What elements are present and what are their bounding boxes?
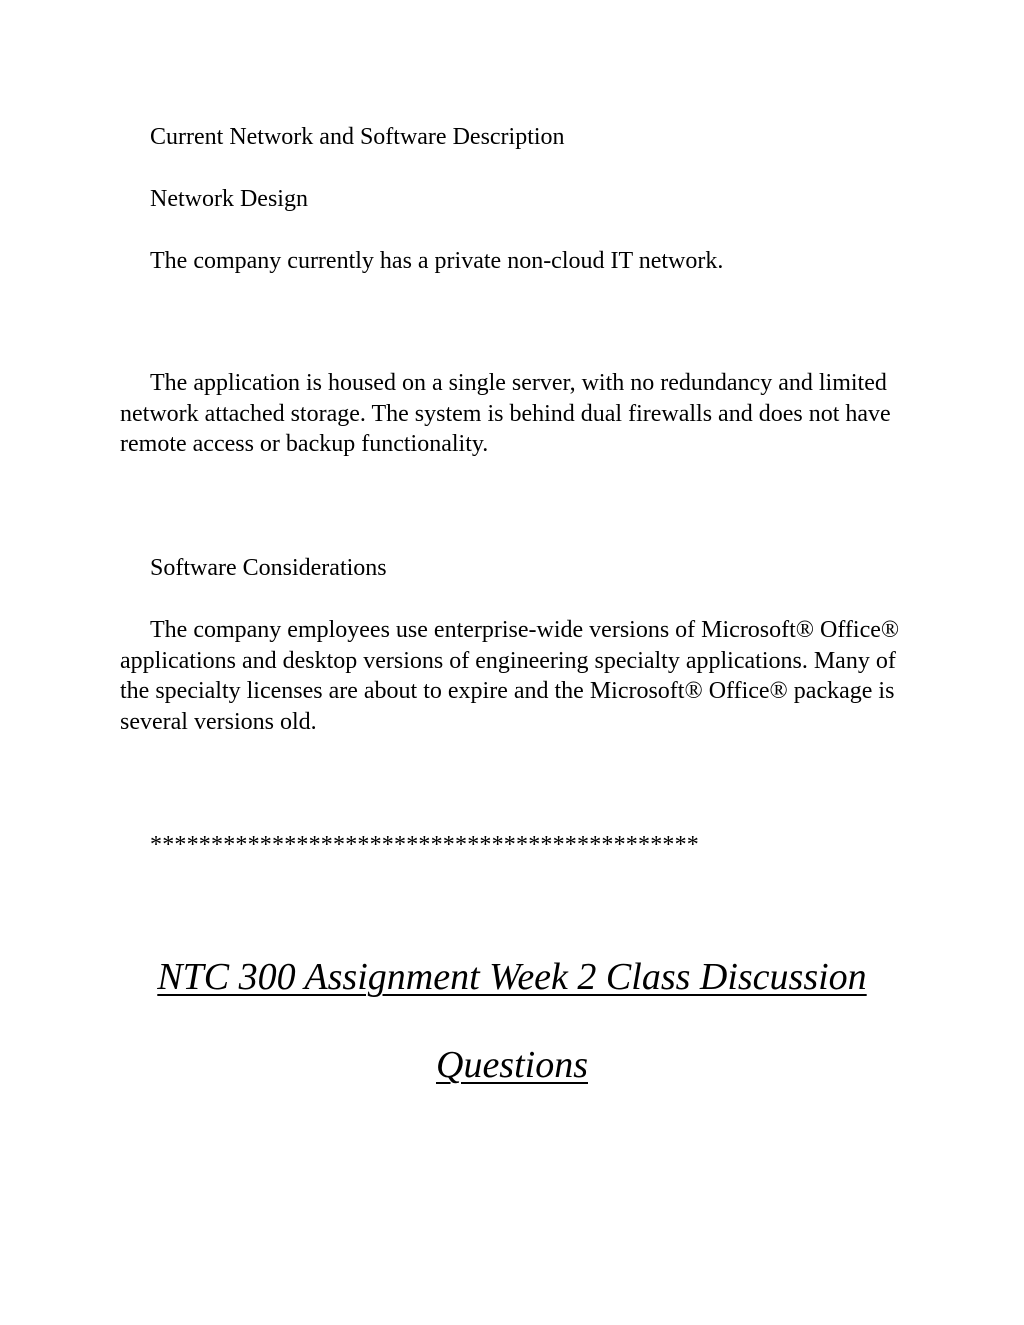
network-design-title: Network Design — [150, 186, 308, 212]
assignment-title-line-1[interactable]: NTC 300 Assignment Week 2 Class Discussion — [157, 956, 867, 998]
network-design-paragraph-1: The company currently has a private non-cloud IT network. — [150, 248, 724, 274]
software-considerations-title: Software Considerations — [150, 555, 387, 581]
network-design-paragraph-2: The application is housed on a single server, with no redundancy and limited network attached storage. The system is behind dual firewalls and does not have remote access or backup functionality. — [120, 370, 891, 457]
software-considerations-paragraph: The company employees use enterprise-wide versions of Microsoft® Office® applications and desktop versions of engineering specialty applications. Many of the specialty licenses are about to expire and the Microsoft® Office® package is several versions old. — [120, 617, 900, 735]
document-heading: Current Network and Software Description — [150, 124, 565, 150]
separator-line: ********************************************* — [150, 832, 699, 858]
assignment-title-line-2[interactable]: Questions — [436, 1044, 588, 1086]
